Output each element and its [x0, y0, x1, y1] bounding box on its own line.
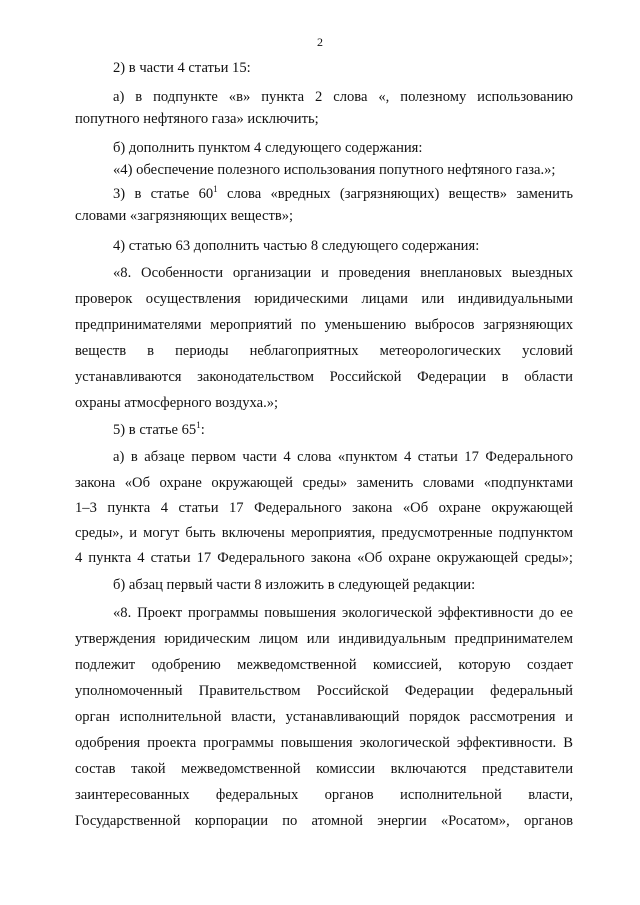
text-line: 4) статью 63 дополнить частью 8 следующего содержания: — [113, 238, 480, 254]
text-line: утверждения юридическим лицом или индивидуальным предпринимателем — [75, 631, 573, 647]
text-line: закона «Об охране окружающей среды» заменить словами «подпунктами — [75, 475, 573, 491]
text-fragment: 5) в статье 65 — [113, 422, 197, 438]
text-line: охраны атмосферного воздуха.»; — [75, 395, 279, 411]
text-line: словами «загрязняющих веществ»; — [75, 208, 294, 224]
page-number: 2 — [317, 35, 323, 49]
text-line: подлежит одобрению межведомственной комиссией, которую создает — [75, 657, 573, 673]
text-fragment: слова «вредных (загрязняющих) веществ» заменить — [217, 186, 573, 202]
text-line: проверок осуществления юридическими лицами или индивидуальными — [75, 291, 573, 307]
text-line: веществ в периоды неблагоприятных метеорологических условий — [75, 343, 573, 359]
text-line: попутного нефтяного газа» исключить; — [75, 111, 319, 127]
text-line: «8. Проект программы повышения экологической эффективности до ее — [113, 605, 573, 621]
text-line: а) в абзаце первом части 4 слова «пунктом 4 статьи 17 Федерального — [113, 449, 573, 465]
text-line: орган исполнительной власти, устанавливающий порядок рассмотрения и — [75, 709, 573, 725]
text-line: Государственной корпорации по атомной энергии «Росатом», органов — [75, 813, 573, 829]
text-line: «4) обеспечение полезного использования попутного нефтяного газа.»; — [113, 162, 556, 178]
text-line: предпринимателями мероприятий по уменьшению выбросов загрязняющих — [75, 317, 573, 333]
text-line: устанавливаются законодательством Российской Федерации в области — [75, 369, 573, 385]
text-line: одобрения проекта программы повышения экологической эффективности. В — [75, 735, 573, 751]
superscript: 1 — [213, 184, 218, 195]
text-fragment: : — [200, 422, 205, 438]
text-line: 2) в части 4 статьи 15: — [113, 60, 251, 76]
text-line — [75, 422, 573, 439]
text-line: среды», и могут быть включены мероприятия, предусмотренные подпунктом — [75, 525, 573, 541]
text-line: 4 пункта 4 статьи 17 Федерального закона «Об охране окружающей среды»; — [75, 550, 573, 566]
text-line: б) абзац первый части 8 изложить в следующей редакции: — [113, 577, 476, 593]
text-fragment: 3) в статье 60 — [113, 186, 214, 202]
text-line: 1–3 пункта 4 статьи 17 Федерального закона «Об охране окружающей — [75, 500, 573, 516]
text-line: а) в подпункте «в» пункта 2 слова «, полезному использованию — [113, 89, 573, 105]
text-line — [75, 186, 573, 203]
text-line: состав такой межведомственной комиссии включаются представители — [75, 761, 573, 777]
text-line: б) дополнить пунктом 4 следующего содержания: — [113, 140, 423, 156]
text-line: «8. Особенности организации и проведения внеплановых выездных — [113, 265, 573, 281]
superscript: 1 — [196, 420, 201, 431]
text-line: уполномоченный Правительством Российской Федерации федеральный — [75, 683, 573, 699]
text-line: заинтересованных федеральных органов исполнительной власти, — [75, 787, 573, 803]
